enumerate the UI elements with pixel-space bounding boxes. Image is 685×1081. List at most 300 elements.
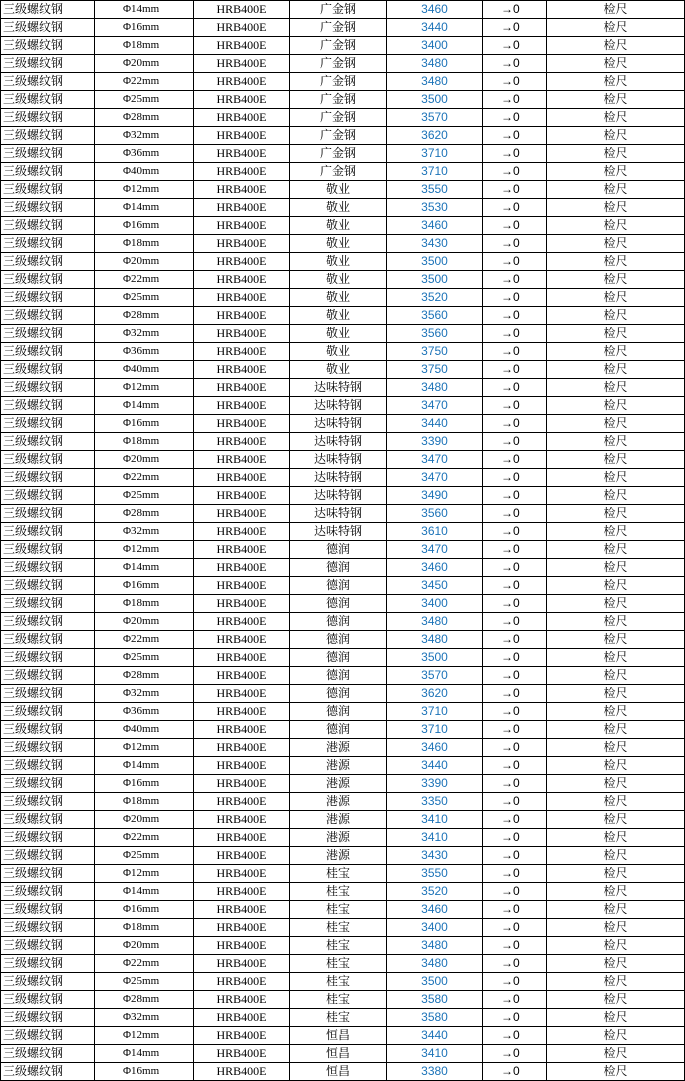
table-row [1,307,685,325]
change-cell: →0 [483,667,547,685]
grade-cell: HRB400E [194,469,290,487]
mill-cell: 港源 [290,829,387,847]
product-name-cell: 三级螺纹钢 [1,163,95,181]
product-name-cell: 三级螺纹钢 [1,595,95,613]
mill-cell: 桂宝 [290,901,387,919]
change-cell: →0 [483,685,547,703]
measure-method-cell: 检尺 [547,667,685,685]
grade-cell: HRB400E [194,613,290,631]
table-row [1,1063,685,1081]
change-cell: →0 [483,991,547,1009]
mill-cell: 敬业 [290,235,387,253]
change-cell: →0 [483,847,547,865]
change-cell: →0 [483,649,547,667]
measure-method-cell: 检尺 [547,991,685,1009]
price-cell: 3400 [387,37,483,55]
grade-cell: HRB400E [194,847,290,865]
price-cell: 3430 [387,847,483,865]
table-row [1,559,685,577]
change-cell: →0 [483,865,547,883]
price-cell: 3410 [387,1045,483,1063]
change-cell: →0 [483,487,547,505]
product-name-cell: 三级螺纹钢 [1,1027,95,1045]
mill-cell: 达味特钢 [290,505,387,523]
product-name-cell: 三级螺纹钢 [1,883,95,901]
spec-cell: Φ36mm [95,343,194,361]
grade-cell: HRB400E [194,271,290,289]
product-name-cell: 三级螺纹钢 [1,91,95,109]
change-cell: →0 [483,829,547,847]
change-cell: →0 [483,235,547,253]
spec-cell: Φ18mm [95,595,194,613]
price-cell: 3470 [387,397,483,415]
price-cell: 3550 [387,865,483,883]
table-row [1,55,685,73]
product-name-cell: 三级螺纹钢 [1,271,95,289]
change-cell: →0 [483,775,547,793]
measure-method-cell: 检尺 [547,973,685,991]
price-cell: 3450 [387,577,483,595]
measure-method-cell: 检尺 [547,289,685,307]
table-row [1,721,685,739]
measure-method-cell: 检尺 [547,919,685,937]
grade-cell: HRB400E [194,433,290,451]
product-name-cell: 三级螺纹钢 [1,721,95,739]
grade-cell: HRB400E [194,1009,290,1027]
price-cell: 3480 [387,73,483,91]
grade-cell: HRB400E [194,505,290,523]
change-cell: →0 [483,1045,547,1063]
table-row [1,325,685,343]
grade-cell: HRB400E [194,649,290,667]
change-cell: →0 [483,883,547,901]
spec-cell: Φ36mm [95,145,194,163]
price-cell: 3480 [387,955,483,973]
measure-method-cell: 检尺 [547,199,685,217]
change-cell: →0 [483,1009,547,1027]
grade-cell: HRB400E [194,919,290,937]
price-cell: 3570 [387,667,483,685]
product-name-cell: 三级螺纹钢 [1,757,95,775]
mill-cell: 德润 [290,631,387,649]
mill-cell: 恒昌 [290,1063,387,1081]
mill-cell: 港源 [290,757,387,775]
spec-cell: Φ32mm [95,127,194,145]
product-name-cell: 三级螺纹钢 [1,307,95,325]
product-name-cell: 三级螺纹钢 [1,55,95,73]
grade-cell: HRB400E [194,55,290,73]
spec-cell: Φ28mm [95,307,194,325]
table-row [1,343,685,361]
change-cell: →0 [483,199,547,217]
change-cell: →0 [483,631,547,649]
change-cell: →0 [483,379,547,397]
spec-cell: Φ14mm [95,757,194,775]
grade-cell: HRB400E [194,739,290,757]
grade-cell: HRB400E [194,721,290,739]
price-cell: 3410 [387,829,483,847]
measure-method-cell: 检尺 [547,1045,685,1063]
change-cell: →0 [483,469,547,487]
measure-method-cell: 检尺 [547,757,685,775]
mill-cell: 德润 [290,595,387,613]
price-cell: 3560 [387,307,483,325]
grade-cell: HRB400E [194,91,290,109]
grade-cell: HRB400E [194,541,290,559]
table-row [1,505,685,523]
price-cell: 3440 [387,1027,483,1045]
measure-method-cell: 检尺 [547,37,685,55]
table-row [1,145,685,163]
mill-cell: 达味特钢 [290,379,387,397]
grade-cell: HRB400E [194,19,290,37]
price-cell: 3750 [387,343,483,361]
spec-cell: Φ14mm [95,199,194,217]
mill-cell: 港源 [290,739,387,757]
price-cell: 3480 [387,613,483,631]
mill-cell: 德润 [290,559,387,577]
change-cell: →0 [483,721,547,739]
change-cell: →0 [483,793,547,811]
price-cell: 3470 [387,451,483,469]
product-name-cell: 三级螺纹钢 [1,811,95,829]
price-cell: 3470 [387,541,483,559]
table-row [1,649,685,667]
spec-cell: Φ22mm [95,829,194,847]
change-cell: →0 [483,505,547,523]
grade-cell: HRB400E [194,1063,290,1081]
change-cell: →0 [483,73,547,91]
table-row [1,235,685,253]
product-name-cell: 三级螺纹钢 [1,937,95,955]
spec-cell: Φ14mm [95,1045,194,1063]
mill-cell: 达味特钢 [290,451,387,469]
table-row [1,73,685,91]
spec-cell: Φ18mm [95,37,194,55]
mill-cell: 桂宝 [290,883,387,901]
spec-cell: Φ32mm [95,685,194,703]
table-row [1,577,685,595]
grade-cell: HRB400E [194,955,290,973]
spec-cell: Φ20mm [95,811,194,829]
mill-cell: 敬业 [290,307,387,325]
product-name-cell: 三级螺纹钢 [1,109,95,127]
product-name-cell: 三级螺纹钢 [1,397,95,415]
mill-cell: 恒昌 [290,1045,387,1063]
spec-cell: Φ20mm [95,613,194,631]
price-cell: 3500 [387,649,483,667]
table-row [1,217,685,235]
mill-cell: 德润 [290,577,387,595]
measure-method-cell: 检尺 [547,541,685,559]
change-cell: →0 [483,325,547,343]
price-cell: 3460 [387,1,483,19]
measure-method-cell: 检尺 [547,685,685,703]
product-name-cell: 三级螺纹钢 [1,631,95,649]
grade-cell: HRB400E [194,109,290,127]
grade-cell: HRB400E [194,973,290,991]
measure-method-cell: 检尺 [547,523,685,541]
measure-method-cell: 检尺 [547,469,685,487]
spec-cell: Φ20mm [95,451,194,469]
spec-cell: Φ32mm [95,325,194,343]
product-name-cell: 三级螺纹钢 [1,1,95,19]
change-cell: →0 [483,433,547,451]
change-cell: →0 [483,973,547,991]
measure-method-cell: 检尺 [547,739,685,757]
table-row [1,163,685,181]
table-row [1,991,685,1009]
price-cell: 3500 [387,91,483,109]
mill-cell: 港源 [290,793,387,811]
mill-cell: 敬业 [290,181,387,199]
change-cell: →0 [483,145,547,163]
product-name-cell: 三级螺纹钢 [1,325,95,343]
product-name-cell: 三级螺纹钢 [1,1063,95,1081]
grade-cell: HRB400E [194,325,290,343]
grade-cell: HRB400E [194,703,290,721]
measure-method-cell: 检尺 [547,271,685,289]
measure-method-cell: 检尺 [547,901,685,919]
product-name-cell: 三级螺纹钢 [1,289,95,307]
measure-method-cell: 检尺 [547,703,685,721]
table-row [1,883,685,901]
grade-cell: HRB400E [194,361,290,379]
mill-cell: 德润 [290,703,387,721]
measure-method-cell: 检尺 [547,955,685,973]
product-name-cell: 三级螺纹钢 [1,73,95,91]
grade-cell: HRB400E [194,1027,290,1045]
product-name-cell: 三级螺纹钢 [1,559,95,577]
change-cell: →0 [483,163,547,181]
spec-cell: Φ12mm [95,181,194,199]
grade-cell: HRB400E [194,235,290,253]
spec-cell: Φ25mm [95,487,194,505]
grade-cell: HRB400E [194,145,290,163]
product-name-cell: 三级螺纹钢 [1,901,95,919]
price-cell: 3430 [387,235,483,253]
mill-cell: 德润 [290,541,387,559]
mill-cell: 敬业 [290,289,387,307]
product-name-cell: 三级螺纹钢 [1,775,95,793]
price-cell: 3390 [387,433,483,451]
measure-method-cell: 检尺 [547,595,685,613]
change-cell: →0 [483,523,547,541]
spec-cell: Φ16mm [95,775,194,793]
product-name-cell: 三级螺纹钢 [1,991,95,1009]
measure-method-cell: 检尺 [547,181,685,199]
measure-method-cell: 检尺 [547,793,685,811]
mill-cell: 广金钢 [290,37,387,55]
measure-method-cell: 检尺 [547,361,685,379]
measure-method-cell: 检尺 [547,109,685,127]
price-cell: 3520 [387,883,483,901]
grade-cell: HRB400E [194,73,290,91]
change-cell: →0 [483,1,547,19]
table-row [1,793,685,811]
mill-cell: 港源 [290,775,387,793]
mill-cell: 敬业 [290,253,387,271]
spec-cell: Φ12mm [95,739,194,757]
grade-cell: HRB400E [194,523,290,541]
measure-method-cell: 检尺 [547,775,685,793]
mill-cell: 广金钢 [290,55,387,73]
product-name-cell: 三级螺纹钢 [1,343,95,361]
grade-cell: HRB400E [194,811,290,829]
grade-cell: HRB400E [194,865,290,883]
table-row [1,91,685,109]
price-cell: 3440 [387,757,483,775]
product-name-cell: 三级螺纹钢 [1,685,95,703]
change-cell: →0 [483,541,547,559]
spec-cell: Φ28mm [95,667,194,685]
price-cell: 3440 [387,19,483,37]
product-name-cell: 三级螺纹钢 [1,577,95,595]
spec-cell: Φ12mm [95,1027,194,1045]
price-cell: 3710 [387,721,483,739]
spec-cell: Φ16mm [95,19,194,37]
product-name-cell: 三级螺纹钢 [1,469,95,487]
measure-method-cell: 检尺 [547,325,685,343]
product-name-cell: 三级螺纹钢 [1,667,95,685]
grade-cell: HRB400E [194,1045,290,1063]
spec-cell: Φ12mm [95,865,194,883]
measure-method-cell: 检尺 [547,451,685,469]
product-name-cell: 三级螺纹钢 [1,217,95,235]
product-name-cell: 三级螺纹钢 [1,361,95,379]
mill-cell: 达味特钢 [290,523,387,541]
price-cell: 3710 [387,163,483,181]
table-row [1,973,685,991]
product-name-cell: 三级螺纹钢 [1,955,95,973]
product-name-cell: 三级螺纹钢 [1,649,95,667]
grade-cell: HRB400E [194,1,290,19]
table-row [1,829,685,847]
table-body [1,1,685,1081]
spec-cell: Φ18mm [95,919,194,937]
price-cell: 3710 [387,703,483,721]
price-cell: 3350 [387,793,483,811]
spec-cell: Φ36mm [95,703,194,721]
change-cell: →0 [483,217,547,235]
table-row [1,109,685,127]
price-cell: 3560 [387,505,483,523]
measure-method-cell: 检尺 [547,127,685,145]
measure-method-cell: 检尺 [547,577,685,595]
price-cell: 3560 [387,325,483,343]
mill-cell: 德润 [290,613,387,631]
grade-cell: HRB400E [194,127,290,145]
table-row [1,487,685,505]
table-row [1,253,685,271]
price-cell: 3460 [387,901,483,919]
price-cell: 3480 [387,55,483,73]
table-row [1,847,685,865]
spec-cell: Φ25mm [95,847,194,865]
product-name-cell: 三级螺纹钢 [1,415,95,433]
table-row [1,379,685,397]
mill-cell: 桂宝 [290,865,387,883]
grade-cell: HRB400E [194,181,290,199]
spec-cell: Φ40mm [95,721,194,739]
mill-cell: 广金钢 [290,1,387,19]
mill-cell: 桂宝 [290,973,387,991]
mill-cell: 桂宝 [290,919,387,937]
mill-cell: 港源 [290,847,387,865]
product-name-cell: 三级螺纹钢 [1,1045,95,1063]
measure-method-cell: 检尺 [547,1,685,19]
table-row [1,1,685,19]
measure-method-cell: 检尺 [547,19,685,37]
price-cell: 3500 [387,253,483,271]
product-name-cell: 三级螺纹钢 [1,433,95,451]
change-cell: →0 [483,1027,547,1045]
measure-method-cell: 检尺 [547,649,685,667]
mill-cell: 达味特钢 [290,397,387,415]
price-cell: 3460 [387,739,483,757]
grade-cell: HRB400E [194,217,290,235]
grade-cell: HRB400E [194,991,290,1009]
table-row [1,523,685,541]
grade-cell: HRB400E [194,163,290,181]
spec-cell: Φ20mm [95,253,194,271]
change-cell: →0 [483,271,547,289]
table-row [1,469,685,487]
grade-cell: HRB400E [194,595,290,613]
spec-cell: Φ16mm [95,901,194,919]
measure-method-cell: 检尺 [547,865,685,883]
measure-method-cell: 检尺 [547,631,685,649]
change-cell: →0 [483,703,547,721]
price-cell: 3580 [387,991,483,1009]
table-row [1,757,685,775]
price-cell: 3400 [387,595,483,613]
spec-cell: Φ16mm [95,577,194,595]
grade-cell: HRB400E [194,883,290,901]
change-cell: →0 [483,19,547,37]
change-cell: →0 [483,613,547,631]
table-row [1,595,685,613]
grade-cell: HRB400E [194,829,290,847]
product-name-cell: 三级螺纹钢 [1,1009,95,1027]
measure-method-cell: 检尺 [547,343,685,361]
change-cell: →0 [483,811,547,829]
grade-cell: HRB400E [194,487,290,505]
grade-cell: HRB400E [194,451,290,469]
price-cell: 3410 [387,811,483,829]
measure-method-cell: 检尺 [547,91,685,109]
mill-cell: 敬业 [290,343,387,361]
mill-cell: 德润 [290,667,387,685]
change-cell: →0 [483,361,547,379]
product-name-cell: 三级螺纹钢 [1,973,95,991]
change-cell: →0 [483,253,547,271]
mill-cell: 桂宝 [290,991,387,1009]
measure-method-cell: 检尺 [547,487,685,505]
product-name-cell: 三级螺纹钢 [1,253,95,271]
spec-cell: Φ18mm [95,433,194,451]
price-cell: 3480 [387,379,483,397]
table-row [1,955,685,973]
table-row [1,127,685,145]
measure-method-cell: 检尺 [547,1009,685,1027]
change-cell: →0 [483,55,547,73]
product-name-cell: 三级螺纹钢 [1,847,95,865]
table-row [1,271,685,289]
measure-method-cell: 检尺 [547,559,685,577]
price-cell: 3620 [387,685,483,703]
change-cell: →0 [483,595,547,613]
